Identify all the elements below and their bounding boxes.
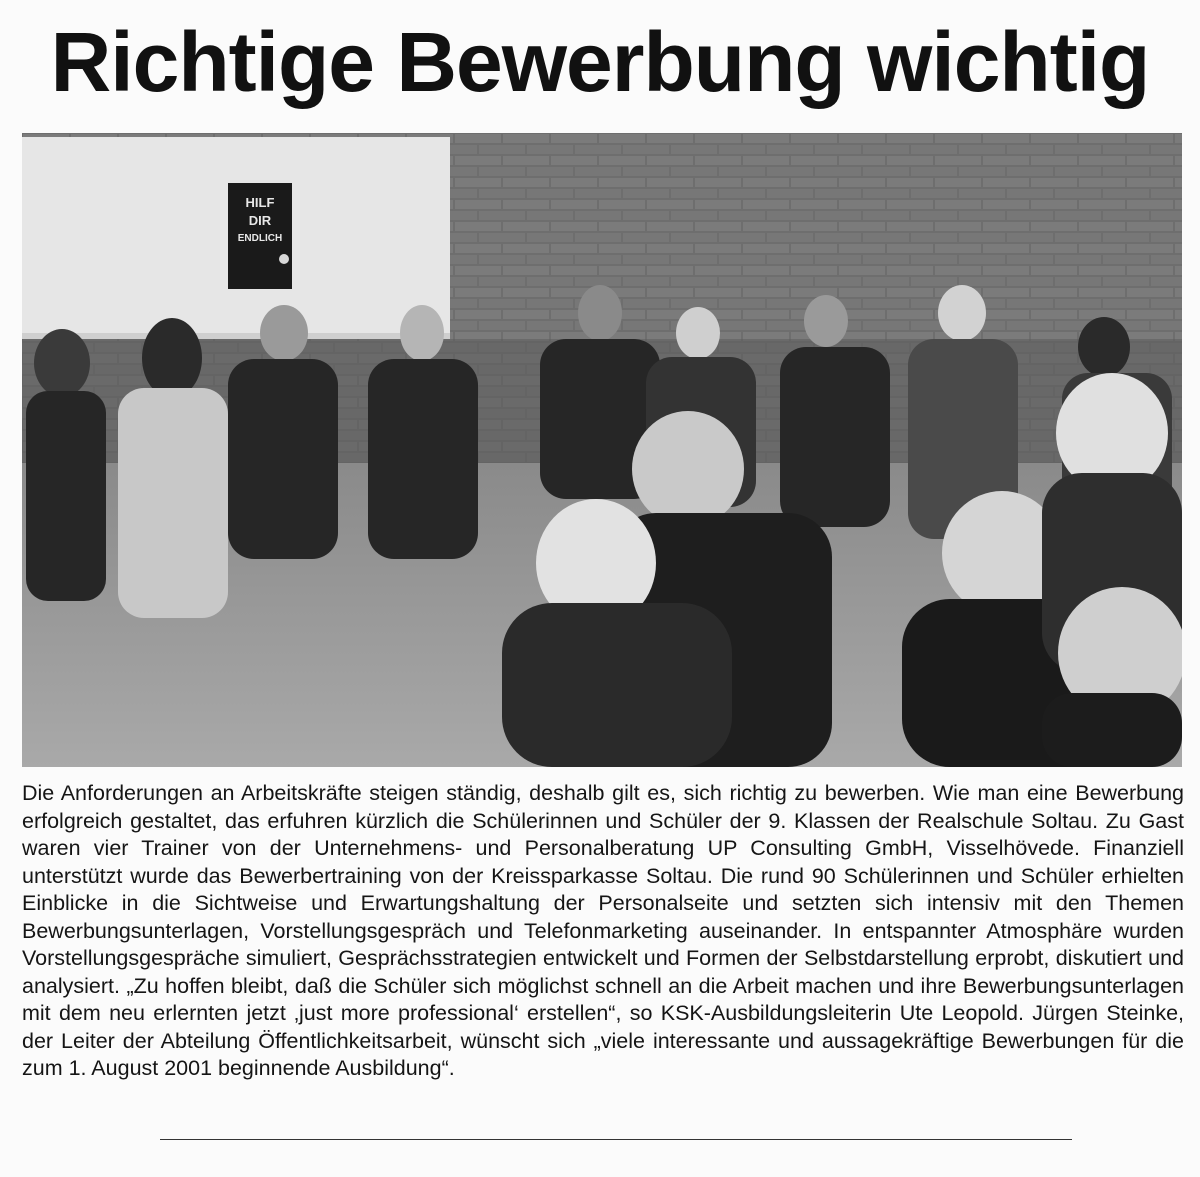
poster-line-3: ENDLICH — [237, 233, 283, 244]
classroom-photo — [22, 133, 1182, 767]
poster-line-2: DIR — [248, 213, 272, 228]
headline: Richtige Bewerbung wichtig — [50, 15, 1150, 109]
poster-line-1: HILF — [245, 195, 275, 210]
article-body: Die Anforderungen an Arbeitskräfte steigen ständig, deshalb gilt es, sich richtig zu bewerben. Wie man eine Bewerbung erfolgreich gestaltet, das erfuhren kürzlich die Schülerinnen und Schüler der 9. Klassen der Realschule Soltau. Zu Gast waren vier Trainer von der Unternehmens- und Personalberatung UP Consulting GmbH, Visselhövede. Finanziell unterstützt wurde das Bewerbertraining von der Kreissparkasse Soltau. Die rund 90 Schülerinnen und Schüler erhielten Einblicke in die Sichtweise und Erwartungshaltung der Personalseite und setzten sich intensiv mit den Themen Bewerbungsunterlagen, Vorstellungsgespräch und Telefonmarketing auseinander. In entspannter Atmosphäre wurden Vorstellungsgespräche simuliert, Gesprächsstrategien entwickelt und Formen der Selbstdarstellung erprobt, diskutiert und analysiert. „Zu hoffen bleibt, daß die Schüler sich möglichst schnell an die Arbeit machen und ihre Bewerbungsunterlagen mit dem neu erlernten jetzt ‚just more professional‘ erstellen“, so KSK-Ausbildungsleiterin Ute Leopold. Jürgen Steinke, der Leiter der Abteilung Öffentlichkeitsarbeit, wünscht sich „viele interessante und aussagekräftige Bewerbungen für die zum 1. August 2001 beginnende Ausbildung“. — [22, 781, 1184, 1080]
footer-rule — [160, 1139, 1072, 1140]
poster — [228, 183, 292, 289]
article-photo — [22, 133, 1182, 767]
